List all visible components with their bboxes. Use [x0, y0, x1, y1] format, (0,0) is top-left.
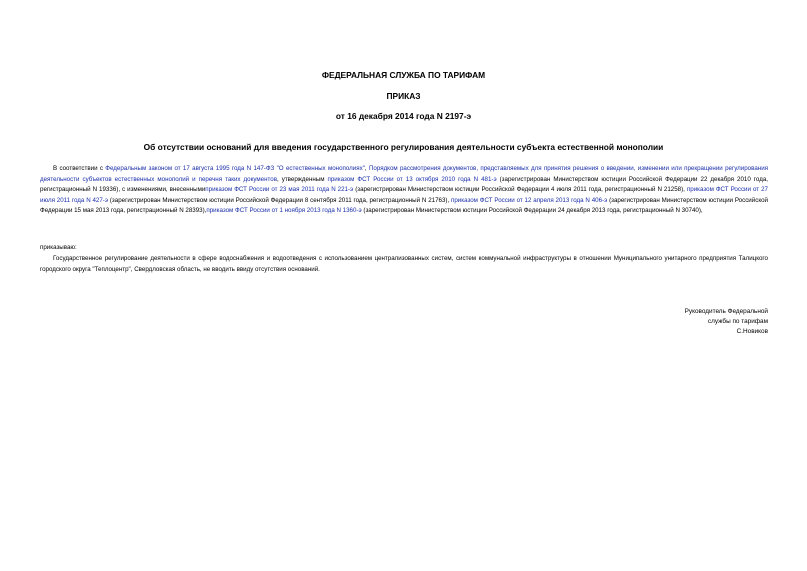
- link-order-481[interactable]: приказом ФСТ России от 13 октября 2010 года N 481-э: [327, 175, 497, 183]
- preamble-text: В соответствии с: [53, 165, 106, 172]
- document-title: Об отсутствии оснований для введения государственного регулирования деятельности субъекта естественной монополии: [143, 142, 664, 152]
- order-word: приказываю:: [40, 244, 77, 251]
- signature-name: С.Новиков: [736, 328, 768, 335]
- link-order-406[interactable]: приказом ФСТ России от 12 апреля 2013 года N 406-э: [451, 196, 608, 204]
- link-order-427[interactable]: приказом ФСТ России от 27 июля 2011 года N 427-э: [40, 186, 768, 204]
- signature-position-line2: службы по тарифам: [707, 318, 768, 325]
- preamble-paragraph: [40, 164, 768, 217]
- document-type: ПРИКАЗ: [386, 91, 421, 101]
- preamble-text: , утвержденным: [277, 175, 328, 183]
- document-date-number: от 16 декабря 2014 года N 2197-э: [335, 111, 472, 121]
- preamble-text: (зарегистрирован Министерством юстиции Российской Федерации 24 декабря 2013 года, регистрационный N 30740),: [361, 207, 703, 214]
- preamble-text: (зарегистрирован Министерством юстиции Российской Федерации 15 мая 2013 года, регистрационный N 28393),: [40, 196, 768, 214]
- preamble-text: (зарегистрирован Министерством юстиции Российской Федерации 8 сентября 2011 года, регистрационный N 21763),: [108, 196, 452, 204]
- preamble-text: (зарегистрирован Министерством юстиции Российской Федерации 22 декабря 2010 года, регистрационный N 19336), с изменениями, внесенными: [40, 175, 768, 193]
- decision-paragraph: Государственное регулирование деятельности в сфере водоснабжения и водоотведения с использованием централизованных систем, систем коммунальной инфраструктуры в отношении Муниципального унитарного предприятия Талицкого городского округа "Теплоцентр", Свердловская область, не вводить ввиду отсутствия оснований.: [40, 255, 768, 273]
- preamble-text: ,: [364, 165, 369, 172]
- preamble-text: (зарегистрирован Министерством юстиции Российской Федерации 4 июля 2011 года, регистрационный N 21258),: [353, 186, 687, 193]
- link-order-221[interactable]: приказом ФСТ России от 23 мая 2011 года N 221-э: [205, 186, 354, 193]
- agency-name: ФЕДЕРАЛЬНАЯ СЛУЖБА ПО ТАРИФАМ: [321, 70, 486, 80]
- signature-position-line1: Руководитель Федеральной: [684, 308, 768, 315]
- link-federal-law-147[interactable]: Федеральным законом от 17 августа 1995 года N 147-ФЗ "О естественных монополиях": [105, 165, 365, 172]
- link-order-1360[interactable]: приказом ФСТ России от 1 ноября 2013 года N 1360-э: [206, 207, 362, 214]
- link-procedure-documents[interactable]: Порядком рассмотрения документов, представляемых для принятия решения о введении, изменении или прекращении регулирования деятельности субъектов естественных монополий и перечня таких документов: [40, 165, 768, 183]
